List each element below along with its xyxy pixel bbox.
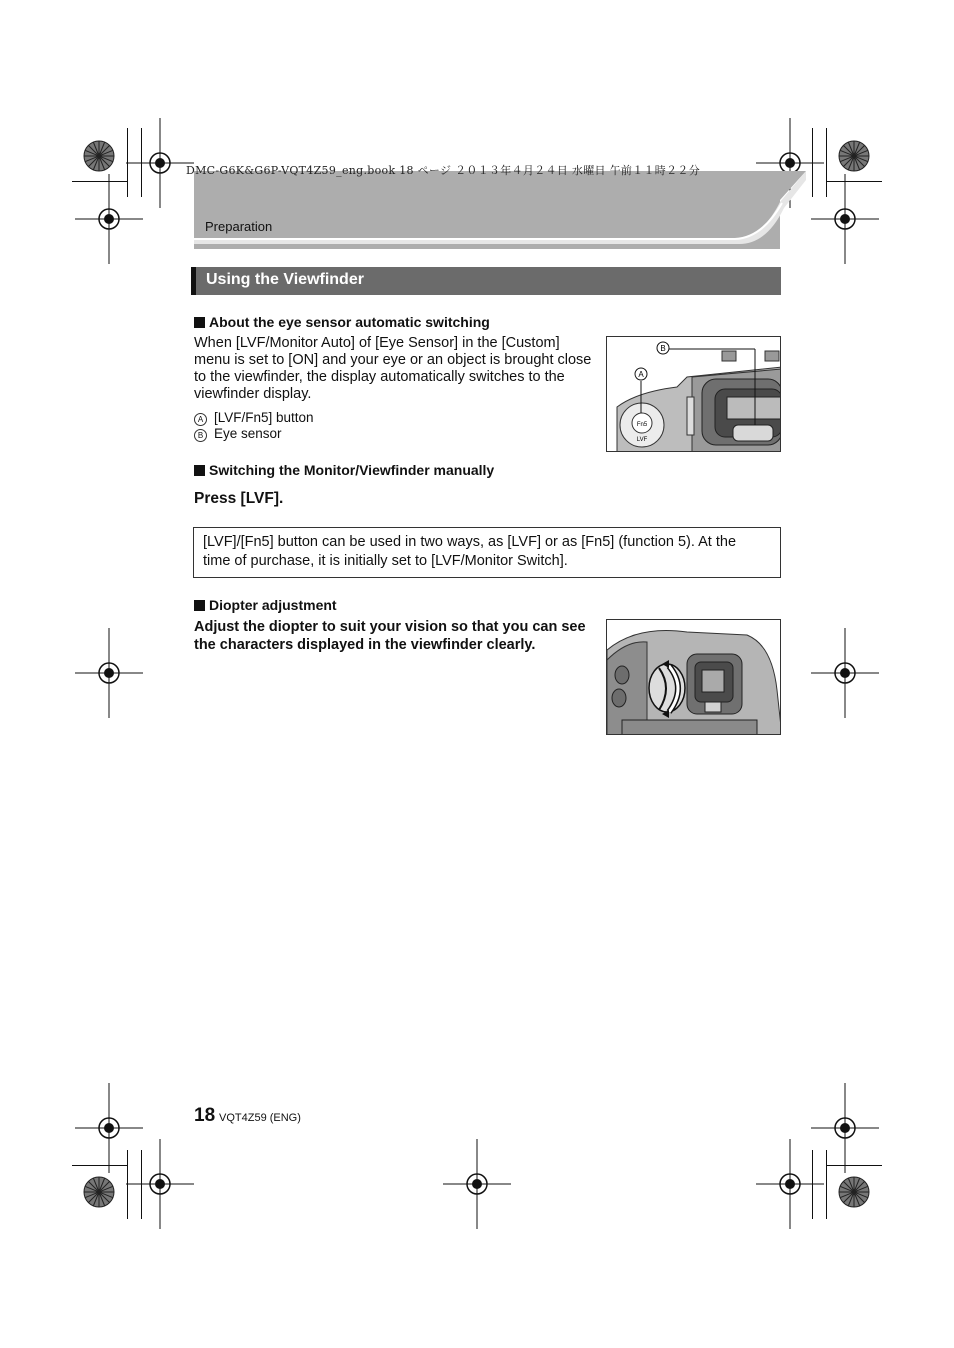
- figure-label-b: B: [660, 344, 666, 353]
- press-lvf-instruction: Press [LVF].: [194, 490, 284, 507]
- manual-switch-heading: Switching the Monitor/Viewfinder manually: [194, 462, 494, 478]
- model-code: VQT4Z59 (ENG): [219, 1112, 301, 1124]
- print-info-line: DMC-G6K&G6P-VQT4Z59_eng.book 18 ページ ２０１３年４月２４日 水曜日 午前１１時２２分: [186, 164, 700, 177]
- eye-sensor-illustration: [606, 336, 781, 452]
- section-title-bar: [191, 267, 781, 295]
- fn5-label: Fn5: [636, 422, 648, 428]
- figure-label-a: A: [638, 370, 644, 379]
- eye-sensor-heading: About the eye sensor automatic switching: [194, 314, 490, 330]
- diopter-illustration: [606, 619, 781, 735]
- legend-item-a: A [LVF/Fn5] button: [194, 410, 314, 426]
- square-bullet-icon: [194, 317, 205, 328]
- diopter-heading: Diopter adjustment: [194, 597, 337, 613]
- circled-letter-b-icon: B: [194, 429, 207, 442]
- note-box: [LVF]/[Fn5] button can be used in two ways, as [LVF] or as [Fn5] (function 5). At the time of purchase, it is initially set to [LVF/Monitor Switch].: [193, 527, 781, 578]
- lvf-label: LVF: [636, 437, 648, 443]
- legend-item-b: B Eye sensor: [194, 426, 282, 442]
- square-bullet-icon: [194, 465, 205, 476]
- section-label: Preparation: [205, 219, 273, 234]
- square-bullet-icon: [194, 600, 205, 611]
- eye-sensor-body: When [LVF/Monitor Auto] of [Eye Sensor] in the [Custom] menu is set to [ON] and your eye or an object is brought close to the viewfinder, the display automatically switches to the viewfinder display.: [194, 335, 592, 402]
- circled-letter-a-icon: A: [194, 413, 207, 426]
- page-number: 18: [194, 1105, 216, 1126]
- section-title: Using the Viewfinder: [206, 271, 364, 288]
- header-band: [0, 0, 954, 260]
- diopter-instruction: Adjust the diopter to suit your vision so that you can see the characters displayed in the viewfinder clearly.: [194, 619, 586, 653]
